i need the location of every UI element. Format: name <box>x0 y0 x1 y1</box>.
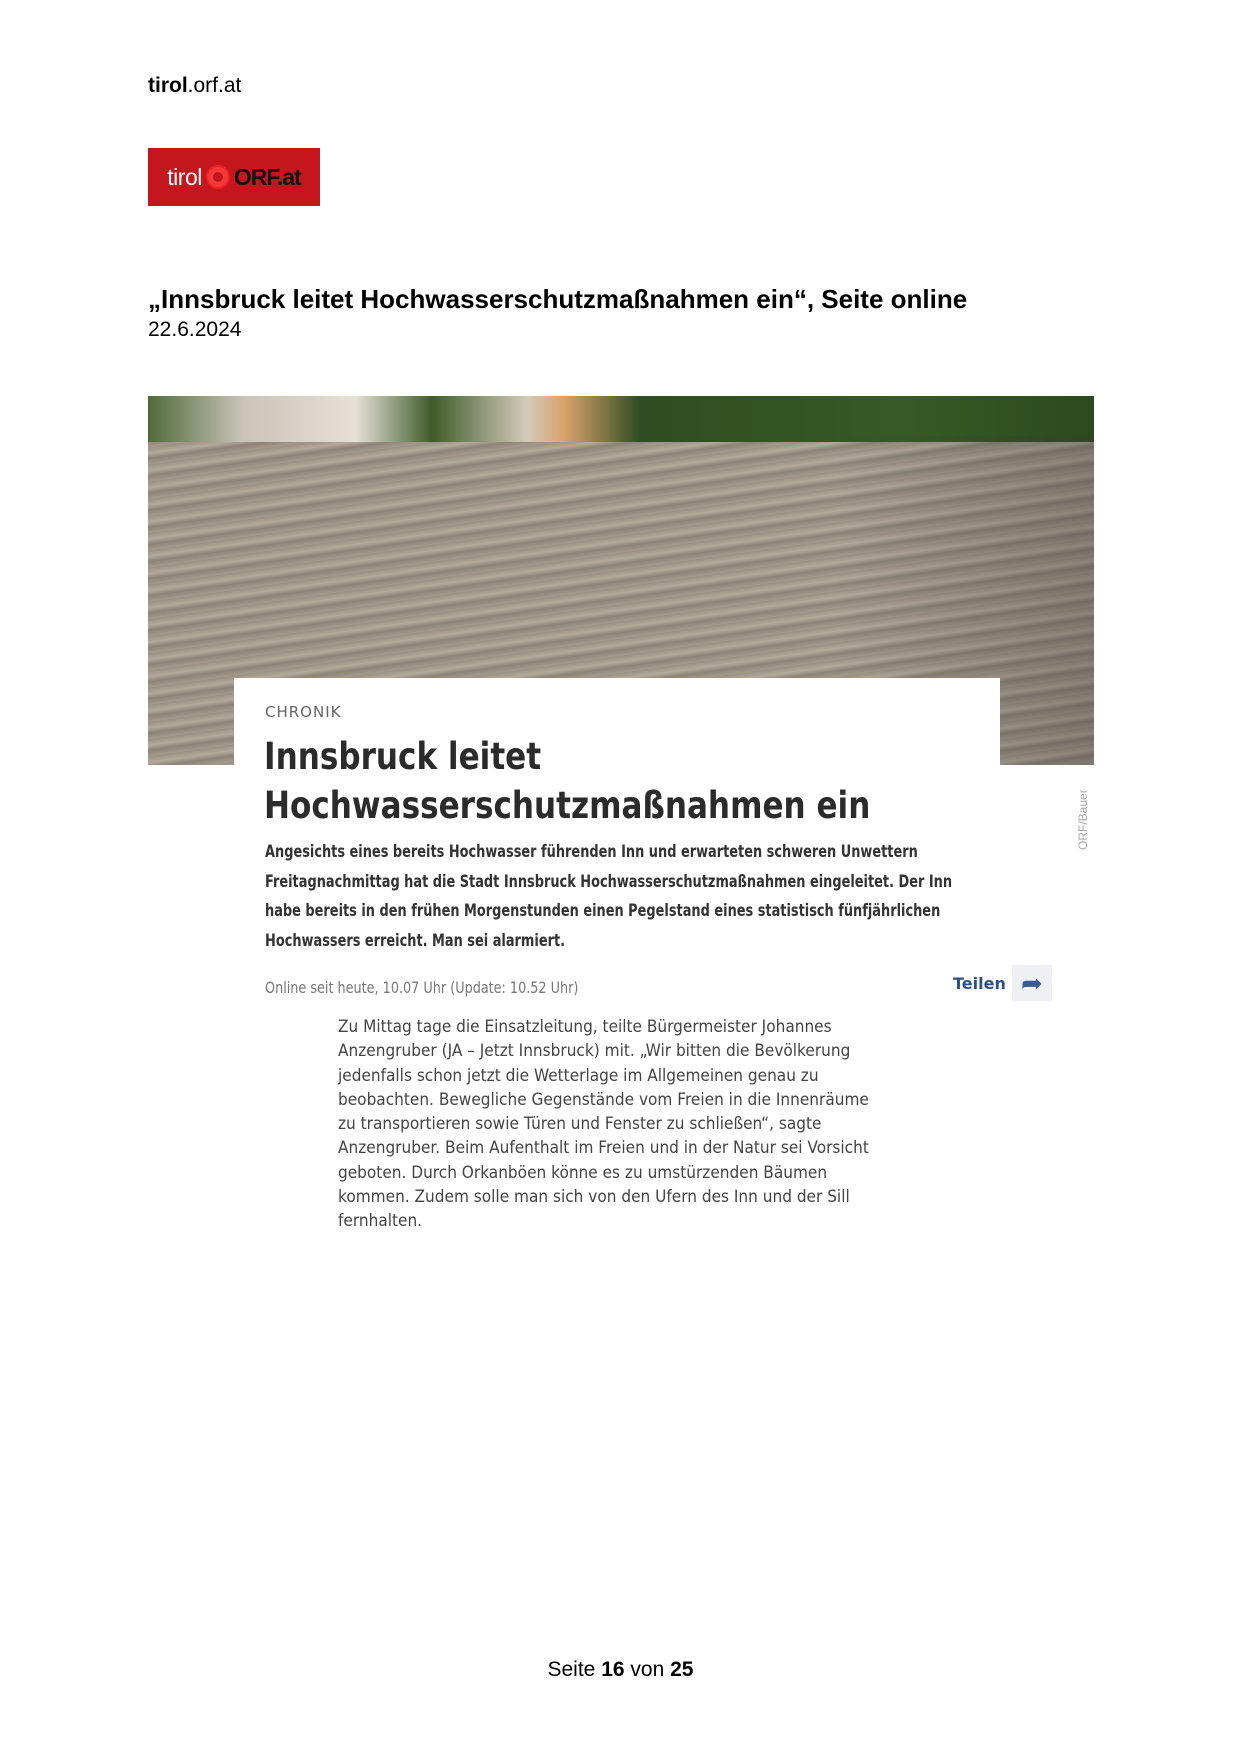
site-name-bold: tirol <box>148 74 188 97</box>
lead-line: Hochwassers erreicht. Man sei alarmiert. <box>265 930 566 951</box>
body-line: Anzengruber. Beim Aufenthalt im Freien und in der Natur sei Vorsicht <box>338 1138 869 1158</box>
orf-ring-icon <box>208 167 228 187</box>
page-of: von <box>630 1658 665 1681</box>
orf-tirol-logo <box>148 148 320 206</box>
body-line: kommen. Zudem solle man sich von den Ufern des Inn und der Sill <box>338 1187 850 1207</box>
headline-line: Hochwasserschutzmaßnahmen ein <box>264 784 871 827</box>
logo-tirol-text: tirol <box>167 163 202 190</box>
lead-line: Angesichts eines bereits Hochwasser führenden Inn und erwarteten schweren Unwettern <box>265 842 918 862</box>
lead-line: Freitagnachmittag hat die Stadt Innsbruck Hochwasserschutzmaßnahmen eingeleitet. Der Inn <box>265 871 953 892</box>
site-name-domain: .orf.at <box>187 74 242 97</box>
body-line: Anzengruber (JA – Jetzt Innsbruck) mit. „Wir bitten die Bevölkerung <box>338 1041 851 1061</box>
body-line: geboten. Durch Orkanböen könne es zu umstürzenden Bäumen <box>338 1162 828 1182</box>
source-site <box>148 74 241 98</box>
article-lead <box>265 838 952 956</box>
body-line: beobachten. Bewegliche Gegenstände vom Freien in die Innenräume <box>338 1089 869 1109</box>
body-line: jedenfalls schon jetzt die Wetterlage im Allgemeinen genau zu <box>338 1065 819 1085</box>
logo-orf-text: ORF.at <box>233 163 301 190</box>
share-label: Teilen <box>953 973 1006 993</box>
article-category[interactable]: CHRONIK <box>265 703 342 721</box>
article-timestamp: Online seit heute, 10.07 Uhr (Update: 10.52 Uhr) <box>265 978 579 997</box>
headline-line: Innsbruck leitet <box>264 735 542 778</box>
body-line: Zu Mittag tage die Einsatzleitung, teilte Bürgermeister Johannes <box>338 1017 832 1036</box>
document-date: 22.6.2024 <box>148 318 242 341</box>
share-arrow-icon: ➦ <box>1012 965 1052 1001</box>
page-number <box>0 1658 1241 1682</box>
current-page: 16 <box>601 1658 625 1681</box>
page-label: Seite <box>547 1658 596 1681</box>
share-button[interactable] <box>953 965 1052 1001</box>
total-pages: 25 <box>670 1658 694 1681</box>
article-body <box>338 1015 909 1234</box>
photo-credit: ORF/Bauer <box>1076 789 1090 850</box>
article-headline <box>264 732 870 830</box>
body-line: fernhalten. <box>338 1211 423 1231</box>
document-title: „Innsbruck leitet Hochwasserschutzmaßnahmen ein“, Seite online <box>148 284 968 314</box>
lead-line: habe bereits in den frühen Morgenstunden einen Pegelstand eines statistisch fünfjährlichen <box>265 901 941 921</box>
body-line: zu transportieren sowie Türen und Fenster zu schließen“, sagte <box>338 1114 822 1134</box>
